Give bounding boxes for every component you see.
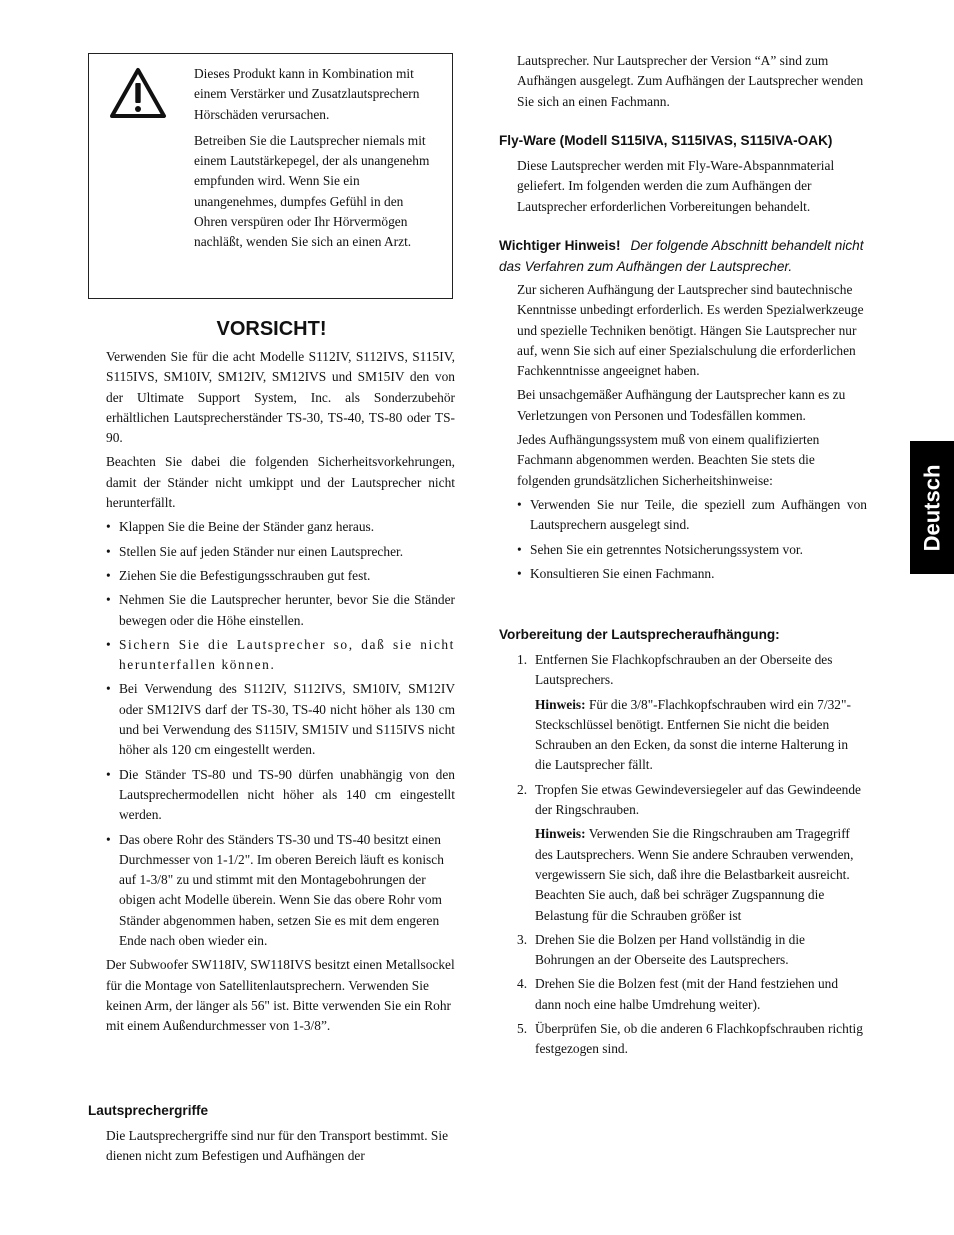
step-item: [517, 974, 867, 1015]
fly-ware-body: [517, 156, 867, 217]
list-item: • Bei Verwendung des S112IV, S112IVS, SM10IV, SM12IV oder SM12IVS darf der TS-30, TS-40 nicht höher als 130 cm und bei Verwendung des S115IV, SM15IV und S115IVS nicht höher als 120 cm eingestellt werden.: [106, 679, 455, 760]
step-number: 1.: [517, 652, 528, 667]
section-heading-vorbereitung: Vorbereitung der Lautsprecheraufhängung:: [499, 627, 780, 642]
suspension-body: [517, 280, 867, 588]
warning-triangle-icon: [109, 67, 167, 119]
step-number: 5.: [517, 1021, 528, 1037]
step-item: [517, 650, 867, 776]
step-text: Überprüfen Sie, ob die anderen 6 Flachkopfschrauben richtig festgezogen sind.: [535, 1021, 863, 1057]
hint-label: Hinweis:: [535, 826, 586, 842]
hint-text: Für die 3/8"-Flachkopfschrauben wird ein 7/32"-Steckschlüssel benötigt. Entfernen Sie nicht die beiden Schrauben an den Ecken, da sonst die interne Halterung in die Lautsprecher fällt.: [535, 696, 851, 773]
list-item: • Nehmen Sie die Lautsprecher herunter, bevor Sie die Ständer bewegen oder die Höhe einstellen.: [106, 590, 455, 631]
paragraph: Jedes Aufhängungssystem muß von einem qualifizierten Fachmann abgenommen werden. Beachten Sie stets die folgenden grundsätzlichen Sicherheitshinweise:: [517, 432, 820, 488]
paragraph: Bei unsachgemäßer Aufhängung der Lautsprecher kann es zu Verletzungen von Personen und Todesfällen kommen.: [517, 387, 846, 423]
step-text: Entfernen Sie Flachkopfschrauben an der Oberseite des Lautsprechers.: [535, 652, 833, 688]
warning-paragraph: Betreiben Sie die Lautsprecher niemals mit einem Lautstärkepegel, der als unangenehm empfunden wird. Wenn Sie ein unangenehmes, dumpfes Gefühl in den Ohren verspüren oder Ihr Hörvermögen nachläßt, wenden Sie sich an einen Arzt.: [194, 132, 430, 250]
hint-label: Hinweis:: [535, 696, 586, 712]
list-item: • Klappen Sie die Beine der Ständer ganz heraus.: [106, 517, 455, 537]
paragraph: Zur sicheren Aufhängung der Lautsprecher sind bautechnische Kenntnisse unbedingt erforderlich. Es werden Spezialwerkzeuge und spezielle Techniken benötigt. Hängen Sie Lautsprecher nur auf, wenn Sie sich auf einer Spezialschulung die erforderlichen Fachkenntnisse angeeignet haben.: [517, 282, 864, 379]
paragraph: Beachten Sie dabei die folgenden Sicherheitsvorkehrungen, damit der Ständer nicht umkippt und der Lautsprecher nicht herunterfällt.: [106, 454, 455, 511]
step-item: [517, 1019, 867, 1060]
section-heading-fly-ware: Fly-Ware (Modell S115IVA, S115IVAS, S115IVA-OAK): [499, 133, 833, 148]
continued-paragraph: [517, 51, 867, 112]
suspension-list: [517, 495, 867, 584]
step-hint: [535, 695, 867, 776]
step-number: 3.: [517, 931, 528, 947]
paragraph: Lautsprecher. Nur Lautsprecher der Version “A” sind zum Aufhängen ausgelegt. Zum Aufhängen der Lautsprecher wenden Sie sich an einen Fachmann.: [517, 53, 864, 109]
list-item: • Sehen Sie ein getrenntes Notsicherungssystem vor.: [517, 540, 867, 560]
list-item: • Konsultieren Sie einen Fachmann.: [517, 564, 867, 584]
paragraph: Verwenden Sie für die acht Modelle S112IV, S112IVS, S115IV, S115IVS, SM10IV, SM12IV, SM12IVS und SM15IV den von der Ultimate Support System, Inc. als Sonderzubehör erhältlichen Lautsprecherständer TS-30, TS-40, TS-80 oder TS-90.: [106, 349, 455, 446]
step-item: [517, 930, 867, 971]
vorsicht-heading: VORSICHT!: [216, 318, 327, 340]
step-number: 2.: [517, 781, 528, 797]
safety-list: [106, 517, 455, 951]
list-item: • Sichern Sie die Lautsprecher so, daß sie nicht herunterfallen können.: [106, 635, 455, 676]
warning-text: [194, 64, 434, 259]
note-label: Wichtiger Hinweis!: [499, 238, 621, 253]
warning-paragraph: Dieses Produkt kann in Kombination mit einem Verstärker und Zusatzlautsprechern Hörschäden verursachen.: [194, 66, 420, 122]
note-text: Der folgende Abschnitt behandelt nicht das Verfahren zum Aufhängen der Lautsprecher.: [499, 238, 864, 274]
hint-text: Verwenden Sie die Ringschrauben am Tragegriff des Lautsprechers. Wenn Sie andere Schrauben verwenden, vergewissern Sie sich, daß ihre die Belastbarkeit ausreicht. Beachten Sie auch, daß bei schräger Zugspannung die Belastung für die Schrauben größer ist: [535, 826, 854, 923]
preparation-steps: [517, 650, 867, 1064]
step-text: Tropfen Sie etwas Gewindeversiegeler auf das Gewindeende der Ringschrauben.: [535, 781, 861, 818]
step-hint: [535, 824, 867, 925]
list-item: • Das obere Rohr des Ständers TS-30 und TS-40 besitzt einen Durchmesser von 1-1/2". Im oberen Bereich läuft es konisch auf 1-3/8" zu und stimmt mit den Montagebohrungen der obigen acht Modelle überein. Wenn Sie das obere Rohr vom Ständer abgenommen haben, setzen Sie es mit dem engeren Ende nach oben wieder ein.: [106, 830, 455, 952]
step-number: 4.: [517, 976, 528, 992]
list-item: • Stellen Sie auf jeden Ständer nur einen Lautsprecher.: [106, 542, 455, 562]
list-item: • Verwenden Sie nur Teile, die speziell zum Aufhängen von Lautsprechern ausgelegt sind.: [517, 495, 867, 536]
step-text: Drehen Sie die Bolzen per Hand vollständig in die Bohrungen an der Oberseite des Lautsprechers.: [535, 931, 805, 968]
section-heading-griffe: Lautsprechergriffe: [88, 1103, 209, 1118]
paragraph: Die Lautsprechergriffe sind nur für den Transport bestimmt. Sie dienen nicht zum Befestigen und Aufhängen der: [106, 1128, 449, 1164]
griffe-body: [106, 1126, 455, 1167]
vorsicht-body: [106, 347, 455, 1041]
step-item: [517, 780, 867, 926]
list-item: • Die Ständer TS-80 und TS-90 dürfen unabhängig von den Lautsprechermodellen nicht höher als 140 cm eingestellt werden.: [106, 765, 455, 826]
language-tab: [910, 441, 954, 574]
warning-box: [88, 53, 453, 299]
language-tab-label: Deutsch: [919, 464, 945, 551]
step-text: Drehen Sie die Bolzen fest (mit der Hand festziehen und dann noch eine halbe Umdrehung weiter).: [535, 976, 839, 1012]
list-item: • Ziehen Sie die Befestigungsschrauben gut fest.: [106, 566, 455, 586]
paragraph: Diese Lautsprecher werden mit Fly-Ware-Abspannmaterial geliefert. Im folgenden werden die zum Aufhängen der Lautsprecher erforderlichen Vorbereitungen behandelt.: [517, 158, 835, 214]
paragraph: Der Subwoofer SW118IV, SW118IVS besitzt einen Metallsockel für die Montage von Satellitenlautsprechern. Verwenden Sie keinen Arm, der länger als 56" ist. Bitte verwenden Sie ein Rohr mit einem Außendurchmesser von 1-3/8”.: [106, 957, 455, 1034]
important-note: [499, 235, 871, 277]
